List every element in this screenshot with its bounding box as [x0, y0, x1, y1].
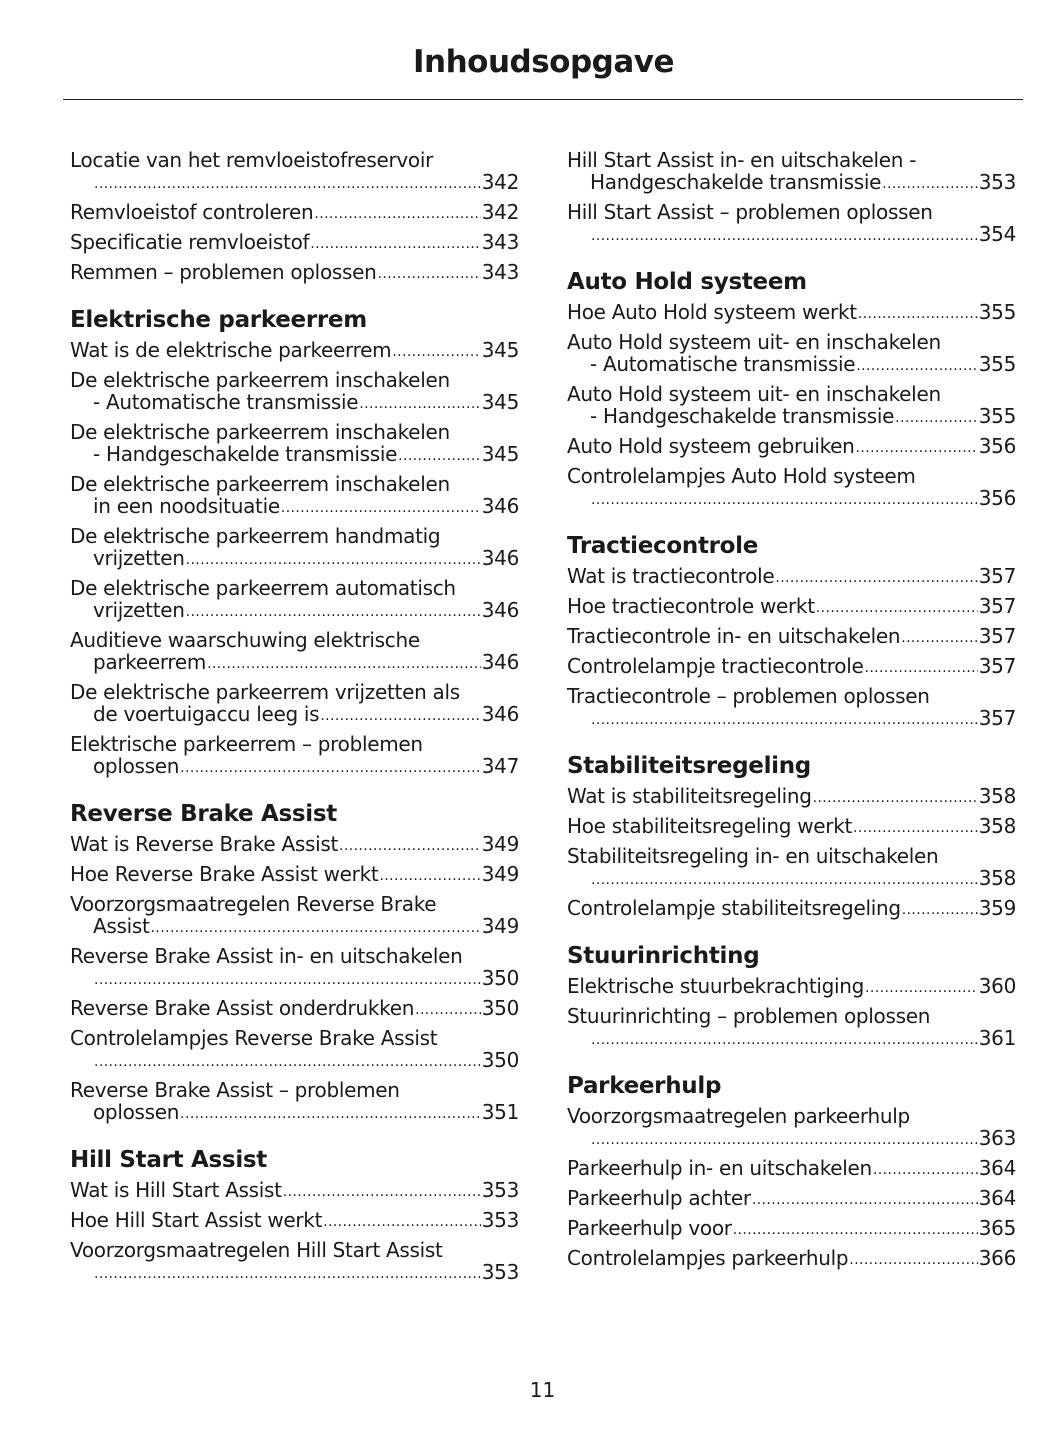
toc-column-left: [70, 149, 519, 1291]
toc-entry-line: [567, 625, 1016, 647]
toc-entry-title: Stabiliteitsregeling in- en uitschakelen: [567, 844, 939, 868]
dot-leader: [314, 205, 480, 223]
toc-entry-line: [70, 171, 519, 193]
toc-page-number: 351: [481, 1100, 519, 1124]
toc-entry[interactable]: [567, 625, 1016, 647]
toc-entry[interactable]: [70, 525, 519, 569]
toc-entry-title: Wat is Hill Start Assist: [70, 1178, 282, 1202]
toc-entry-line: [70, 577, 519, 599]
toc-entry-line: [567, 487, 1016, 509]
toc-entry-line: [567, 331, 1016, 353]
dot-leader: [591, 491, 978, 509]
toc-entry[interactable]: [567, 655, 1016, 677]
toc-entry-title: Remmen – problemen oplossen: [70, 260, 377, 284]
toc-page-number: 353: [978, 170, 1016, 194]
dot-leader: [873, 1161, 978, 1179]
dot-leader: [320, 707, 480, 725]
dot-leader: [94, 1265, 481, 1283]
toc-page-number: 343: [481, 230, 519, 254]
dot-leader: [882, 175, 978, 193]
toc-page-number: 343: [481, 260, 519, 284]
toc-entry-title: Controlelampje stabiliteitsregeling: [567, 896, 901, 920]
dot-leader: [310, 235, 480, 253]
toc-page-number: 357: [978, 594, 1016, 618]
section-heading: Hill Start Assist: [70, 1147, 267, 1173]
toc-entry-title: Hill Start Assist in- en uitschakelen -: [567, 148, 917, 172]
toc-page-number: 355: [978, 352, 1016, 376]
toc-entry[interactable]: [70, 149, 519, 193]
dot-leader: [339, 837, 481, 855]
toc-entry[interactable]: [567, 685, 1016, 729]
toc-entry-title: Reverse Brake Assist onderdrukken: [70, 996, 415, 1020]
toc-page-number: 361: [978, 1026, 1016, 1050]
toc-entry-title: Hoe stabiliteitsregeling werkt: [567, 814, 853, 838]
toc-entry-title: Reverse Brake Assist in- en uitschakelen: [70, 944, 463, 968]
toc-page-number: 342: [481, 200, 519, 224]
dot-leader: [398, 447, 481, 465]
toc-entry[interactable]: [70, 577, 519, 621]
toc-entry-line: [567, 1247, 1016, 1269]
toc-page-number: 358: [978, 784, 1016, 808]
toc-page-number: 357: [978, 706, 1016, 730]
toc-entry-title-continued: oplossen: [93, 1100, 180, 1124]
toc-entry-title: De elektrische parkeerrem inschakelen: [70, 420, 450, 444]
dot-leader: [856, 439, 978, 457]
toc-entry[interactable]: [70, 1079, 519, 1123]
section-heading: Auto Hold systeem: [567, 269, 807, 295]
title-divider: [63, 99, 1023, 100]
toc-entry-line: [70, 651, 519, 673]
toc-entry[interactable]: [567, 1217, 1016, 1239]
dot-leader: [864, 659, 977, 677]
toc-entry-line: [70, 421, 519, 443]
toc-entry-title: Auto Hold systeem uit- en inschakelen: [567, 330, 941, 354]
toc-entry-line: [567, 815, 1016, 837]
toc-page-number: 365: [978, 1216, 1016, 1240]
toc-entry-title: Tractiecontrole – problemen oplossen: [567, 684, 930, 708]
toc-entry[interactable]: [567, 201, 1016, 245]
toc-entry-line: [567, 707, 1016, 729]
toc-entry-line: [567, 301, 1016, 323]
toc-entry-title: Tractiecontrole in- en uitschakelen: [567, 624, 901, 648]
toc-entry[interactable]: [70, 629, 519, 673]
toc-entry-line: [567, 149, 1016, 171]
toc-entry-title-continued: parkeerrem: [93, 650, 207, 674]
toc-entry-title: Controlelampjes Auto Hold systeem: [567, 464, 916, 488]
toc-entry-title: Elektrische stuurbekrachtiging: [567, 974, 865, 998]
dot-leader: [752, 1191, 978, 1209]
toc-entry-title-continued: - Handgeschakelde transmissie: [590, 404, 895, 428]
toc-entry-title: De elektrische parkeerrem handmatig: [70, 524, 441, 548]
toc-entry-line: [567, 867, 1016, 889]
toc-entry-line: [70, 681, 519, 703]
toc-entry[interactable]: [567, 595, 1016, 617]
toc-entry-title: Wat is de elektrische parkeerrem: [70, 338, 392, 362]
toc-entry-line: [70, 201, 519, 223]
toc-entry-title: Auto Hold systeem gebruiken: [567, 434, 855, 458]
toc-entry-title-continued: vrijzetten: [93, 598, 185, 622]
dot-leader: [813, 789, 978, 807]
toc-entry[interactable]: [567, 897, 1016, 919]
toc-entry-line: [70, 473, 519, 495]
toc-entry-line: [70, 863, 519, 885]
toc-entry-line: [567, 201, 1016, 223]
dot-leader: [94, 175, 481, 193]
toc-entry[interactable]: [70, 421, 519, 465]
dot-leader: [849, 1251, 977, 1269]
toc-entry-line: [567, 565, 1016, 587]
toc-page-number: 354: [978, 222, 1016, 246]
toc-page-number: 355: [978, 404, 1016, 428]
toc-entry-line: [70, 149, 519, 171]
toc-entry-line: [70, 703, 519, 725]
toc-page-number: 366: [978, 1246, 1016, 1270]
toc-entry[interactable]: [70, 339, 519, 361]
dot-leader: [856, 357, 977, 375]
toc-entry-line: [567, 785, 1016, 807]
toc-entry-line: [70, 231, 519, 253]
toc-page-number: 357: [978, 624, 1016, 648]
dot-leader: [858, 305, 978, 323]
toc-entry-line: [567, 171, 1016, 193]
dot-leader: [816, 599, 978, 617]
toc-entry-title: De elektrische parkeerrem inschakelen: [70, 472, 450, 496]
toc-page-number: 345: [481, 338, 519, 362]
toc-entry-title: Hill Start Assist – problemen oplossen: [567, 200, 933, 224]
toc-entry[interactable]: [567, 301, 1016, 323]
toc-entry-title: Hoe Reverse Brake Assist werkt: [70, 862, 379, 886]
toc-entry-title: Elektrische parkeerrem – problemen: [70, 732, 423, 756]
dot-leader: [415, 1001, 481, 1019]
toc-entry[interactable]: [70, 261, 519, 283]
toc-entry-line: [567, 383, 1016, 405]
dot-leader: [180, 759, 481, 777]
toc-page-number: 345: [481, 442, 519, 466]
toc-entry[interactable]: [567, 785, 1016, 807]
toc-page-number: 356: [978, 434, 1016, 458]
toc-entry-title: Controlelampjes Reverse Brake Assist: [70, 1026, 438, 1050]
toc-entry-line: [567, 1105, 1016, 1127]
toc-entry[interactable]: [70, 231, 519, 253]
toc-entry-title: Hoe Hill Start Assist werkt: [70, 1208, 323, 1232]
toc-entry-line: [567, 465, 1016, 487]
toc-page-number: 347: [481, 754, 519, 778]
toc-entry[interactable]: [567, 149, 1016, 193]
toc-page-number: 346: [481, 546, 519, 570]
toc-page-number: 345: [481, 390, 519, 414]
toc-entry[interactable]: [567, 975, 1016, 997]
dot-leader: [865, 979, 978, 997]
toc-entry-title-continued: - Automatische transmissie: [590, 352, 856, 376]
dot-leader: [379, 867, 480, 885]
toc-entry[interactable]: [567, 565, 1016, 587]
toc-entry[interactable]: [70, 1239, 519, 1283]
dot-leader: [283, 1183, 481, 1201]
dot-leader: [186, 551, 481, 569]
toc-entry-title-continued: in een noodsituatie: [93, 494, 280, 518]
dot-leader: [591, 871, 978, 889]
section-heading: Stuurinrichting: [567, 943, 760, 969]
toc-entry-title: Voorzorgsmaatregelen Hill Start Assist: [70, 1238, 443, 1262]
dot-leader: [392, 343, 480, 361]
toc-entry-line: [70, 915, 519, 937]
toc-entry-line: [567, 1187, 1016, 1209]
toc-page-number: 349: [481, 862, 519, 886]
dot-leader: [359, 395, 480, 413]
dot-leader: [591, 711, 978, 729]
section-heading: Reverse Brake Assist: [70, 801, 337, 827]
toc-page-number: 342: [481, 170, 519, 194]
toc-page-number: 360: [978, 974, 1016, 998]
toc-page-number: 346: [481, 598, 519, 622]
page-number: 11: [529, 1378, 556, 1402]
toc-entry[interactable]: [70, 681, 519, 725]
toc-page-number: 350: [481, 1048, 519, 1072]
toc-entry-title-continued: - Handgeschakelde transmissie: [93, 442, 398, 466]
toc-page-number: 357: [978, 564, 1016, 588]
toc-entry[interactable]: [567, 435, 1016, 457]
toc-entry-title-continued: - Automatische transmissie: [93, 390, 359, 414]
toc-entry-title-continued: vrijzetten: [93, 546, 185, 570]
toc-entry-title: Auditieve waarschuwing elektrische: [70, 628, 420, 652]
toc-entry[interactable]: [567, 331, 1016, 375]
toc-entry-line: [567, 975, 1016, 997]
toc-entry-line: [70, 1261, 519, 1283]
toc-entry-title: Controlelampjes parkeerhulp: [567, 1246, 849, 1270]
toc-entry-line: [70, 391, 519, 413]
toc-entry-line: [70, 997, 519, 1019]
toc-entry-line: [567, 1127, 1016, 1149]
toc-entry-line: [70, 369, 519, 391]
toc-entry-line: [70, 1209, 519, 1231]
toc-entry-line: [70, 443, 519, 465]
toc-entry-line: [567, 405, 1016, 427]
toc-entry-line: [70, 755, 519, 777]
toc-page-number: 346: [481, 494, 519, 518]
toc-entry-title: Parkeerhulp achter: [567, 1186, 751, 1210]
toc-entry[interactable]: [70, 473, 519, 517]
toc-column-right: [567, 149, 1016, 1277]
toc-entry[interactable]: [70, 369, 519, 413]
toc-entry[interactable]: [567, 1005, 1016, 1049]
section-heading: Parkeerhulp: [567, 1073, 722, 1099]
toc-page-number: 359: [978, 896, 1016, 920]
toc-entry-title: Parkeerhulp voor: [567, 1216, 732, 1240]
toc-entry-line: [70, 1179, 519, 1201]
toc-page-number: 358: [978, 814, 1016, 838]
toc-entry-title-continued: oplossen: [93, 754, 180, 778]
toc-page-number: 350: [481, 966, 519, 990]
toc-entry-title: Hoe tractiecontrole werkt: [567, 594, 815, 618]
toc-entry-line: [70, 629, 519, 651]
toc-entry-line: [567, 897, 1016, 919]
toc-entry-line: [567, 1005, 1016, 1027]
toc-entry-line: [70, 967, 519, 989]
toc-entry-title: Wat is stabiliteitsregeling: [567, 784, 812, 808]
toc-entry[interactable]: [567, 845, 1016, 889]
toc-page-number: 356: [978, 486, 1016, 510]
toc-page-number: 349: [481, 914, 519, 938]
dot-leader: [853, 819, 978, 837]
toc-entry[interactable]: [567, 383, 1016, 427]
toc-page-number: 346: [481, 702, 519, 726]
toc-entry-line: [567, 845, 1016, 867]
dot-leader: [591, 1031, 978, 1049]
dot-leader: [591, 227, 978, 245]
toc-entry[interactable]: [567, 815, 1016, 837]
toc-entry-title: Remvloeistof controleren: [70, 200, 314, 224]
toc-entry-title: Controlelampje tractiecontrole: [567, 654, 864, 678]
dot-leader: [186, 603, 481, 621]
toc-entry[interactable]: [70, 863, 519, 885]
toc-entry-title-continued: Assist: [93, 914, 150, 938]
toc-entry-title: Voorzorgsmaatregelen parkeerhulp: [567, 1104, 910, 1128]
toc-entry[interactable]: [567, 1247, 1016, 1269]
toc-page-number: 358: [978, 866, 1016, 890]
toc-entry-line: [567, 655, 1016, 677]
toc-page-number: 349: [481, 832, 519, 856]
toc-entry-title: Reverse Brake Assist – problemen: [70, 1078, 400, 1102]
toc-page-number: 353: [481, 1178, 519, 1202]
toc-page-number: 357: [978, 654, 1016, 678]
toc-entry[interactable]: [70, 1209, 519, 1231]
toc-entry-line: [567, 435, 1016, 457]
toc-page-number: 353: [481, 1260, 519, 1284]
toc-entry-title: Specificatie remvloeistof: [70, 230, 310, 254]
toc-entry-title-continued: de voertuigaccu leeg is: [93, 702, 320, 726]
toc-entry-title: Stuurinrichting – problemen oplossen: [567, 1004, 931, 1028]
toc-entry[interactable]: [70, 893, 519, 937]
toc-entry[interactable]: [567, 1105, 1016, 1149]
toc-entry[interactable]: [70, 833, 519, 855]
toc-entry-line: [567, 685, 1016, 707]
toc-entry-line: [70, 945, 519, 967]
toc-entry-line: [70, 1049, 519, 1071]
toc-page-number: 346: [481, 650, 519, 674]
toc-entry-title-continued: Handgeschakelde transmissie: [590, 170, 882, 194]
toc-entry-line: [70, 339, 519, 361]
toc-entry-line: [70, 1239, 519, 1261]
toc-entry-title: Parkeerhulp in- en uitschakelen: [567, 1156, 872, 1180]
dot-leader: [281, 499, 481, 517]
toc-entry[interactable]: [70, 945, 519, 989]
toc-entry[interactable]: [70, 1179, 519, 1201]
toc-entry-line: [567, 353, 1016, 375]
section-heading: Stabiliteitsregeling: [567, 753, 811, 779]
dot-leader: [901, 629, 977, 647]
toc-page-number: 364: [978, 1156, 1016, 1180]
page-title: Inhoudsopgave: [412, 44, 674, 80]
toc-entry[interactable]: [567, 1187, 1016, 1209]
dot-leader: [733, 1221, 978, 1239]
toc-entry-title: Auto Hold systeem uit- en inschakelen: [567, 382, 941, 406]
toc-entry-title: De elektrische parkeerrem automatisch: [70, 576, 456, 600]
toc-entry-line: [70, 525, 519, 547]
toc-page-number: 364: [978, 1186, 1016, 1210]
dot-leader: [895, 409, 978, 427]
toc-entry-line: [70, 495, 519, 517]
toc-entry-line: [567, 223, 1016, 245]
toc-entry-title: De elektrische parkeerrem inschakelen: [70, 368, 450, 392]
toc-entry[interactable]: [70, 201, 519, 223]
dot-leader: [151, 919, 481, 937]
toc-entry-title: Wat is tractiecontrole: [567, 564, 775, 588]
toc-entry[interactable]: [70, 1027, 519, 1071]
toc-entry-line: [70, 833, 519, 855]
toc-entry[interactable]: [70, 733, 519, 777]
dot-leader: [775, 569, 977, 587]
toc-entry-line: [70, 1027, 519, 1049]
toc-entry-line: [567, 1217, 1016, 1239]
toc-entry[interactable]: [567, 1157, 1016, 1179]
toc-entry-title: De elektrische parkeerrem vrijzetten als: [70, 680, 460, 704]
toc-entry-line: [70, 733, 519, 755]
toc-entry[interactable]: [70, 997, 519, 1019]
dot-leader: [591, 1131, 978, 1149]
toc-page-number: 350: [481, 996, 519, 1020]
dot-leader: [323, 1213, 481, 1231]
toc-entry-line: [70, 1079, 519, 1101]
section-heading: Elektrische parkeerrem: [70, 307, 367, 333]
dot-leader: [378, 265, 481, 283]
toc-entry-title: Hoe Auto Hold systeem werkt: [567, 300, 857, 324]
toc-entry-line: [567, 1027, 1016, 1049]
toc-entry-line: [70, 547, 519, 569]
toc-entry-line: [567, 595, 1016, 617]
toc-entry-title: Locatie van het remvloeistofreservoir: [70, 148, 434, 172]
dot-leader: [94, 971, 481, 989]
dot-leader: [207, 655, 481, 673]
section-heading: Tractiecontrole: [567, 533, 759, 559]
toc-entry[interactable]: [567, 465, 1016, 509]
toc-entry-line: [70, 893, 519, 915]
toc-entry-line: [567, 1157, 1016, 1179]
toc-entry-line: [70, 599, 519, 621]
toc-entry-title: Voorzorgsmaatregelen Reverse Brake: [70, 892, 437, 916]
dot-leader: [902, 901, 978, 919]
toc-entry-title: Wat is Reverse Brake Assist: [70, 832, 339, 856]
toc-entry-line: [70, 1101, 519, 1123]
dot-leader: [94, 1053, 481, 1071]
toc-page-number: 353: [481, 1208, 519, 1232]
dot-leader: [180, 1105, 481, 1123]
toc-page-number: 355: [978, 300, 1016, 324]
toc-entry-line: [70, 261, 519, 283]
toc-page-number: 363: [978, 1126, 1016, 1150]
